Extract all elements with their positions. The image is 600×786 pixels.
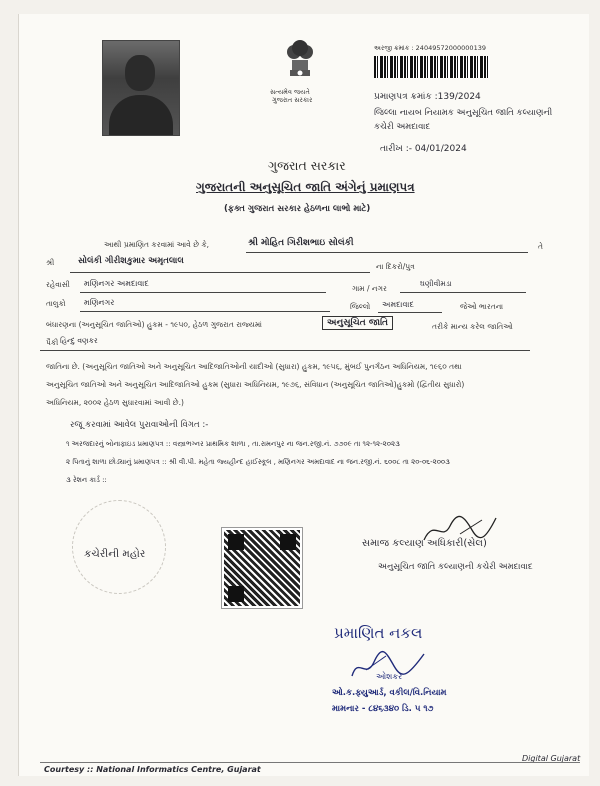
- resident-value: મણિનગર અમદાવાદ: [84, 279, 149, 288]
- stamp-line-3: મામનાર - ૮૪૬૩૪૦ ડિ. ૫ ૧૭: [332, 704, 434, 714]
- paragraph-line-3: અધિનિયમ, ૨૦૦૨ હેઠળ સુધારવામાં આવી છે.): [46, 398, 184, 407]
- issue-date: [380, 144, 467, 154]
- constitution-text: બંધારણના (અનુસૂચિત જાતિઓ) હુકમ - ૧૯૫૦, હેઠળ ગુજરાત રાજ્યમાં: [46, 320, 262, 329]
- certificate-title: ગુજરાતની અનુસૂચિત જાતિ અંગેનું પ્રમાણપત્ર: [196, 180, 415, 194]
- paragraph-line-2: અનુસૂચિત જાતિઓ અને અનુસૂચિત આદિજાતિઓ હુકમ (સુધારા અધિનિયમ, ૧૯૭૬, સંવિધાન (અનુસૂચિત જાતિઓ)હુકમો (દ્વિતીય સુધારો): [46, 380, 465, 389]
- emblem-caption-2: ગુજરાત સરકાર: [272, 96, 313, 104]
- name-underline: [246, 252, 528, 253]
- resident-underline: [80, 292, 326, 293]
- date-value: :- 04/01/2024: [405, 144, 467, 154]
- date-label: તારીખ: [380, 144, 403, 154]
- office-seal-label: કચેરીની મહોર: [84, 548, 146, 560]
- son-daughter: ના દિકરો/પુત્ર: [376, 262, 415, 271]
- taluka-value: મણિનગર: [84, 298, 115, 307]
- father-prefix: શ્રી: [46, 258, 55, 267]
- father-name: સોલંકી ગીરીશકુમાર અમૃતલાલ: [78, 256, 184, 266]
- courtesy-text: Courtesy :: National Informatics Centre, Gujarat: [44, 765, 261, 774]
- village-value: ઘણીવીમડા: [420, 279, 452, 288]
- father-underline: [70, 272, 370, 273]
- taluka-label: તાલુકો: [46, 299, 66, 308]
- digital-gujarat: Digital Gujarat: [522, 754, 581, 763]
- evidence-heading: રજૂ કરવામાં આવેલ પુરાવાઓની વિગત :-: [70, 420, 209, 430]
- caste-suffix: તરીકે માન્ય કરેલ જાતિઓ: [432, 322, 513, 331]
- district-label: જિલ્લો: [350, 302, 371, 311]
- office-seal-circle: [72, 500, 166, 594]
- stamp-line-1: ઓશકર: [376, 672, 403, 681]
- district-value: અમદાવાદ: [382, 300, 414, 309]
- barcode-number: અરજી ક્રમાંક : 24049572000000139: [374, 44, 486, 52]
- officer-office: અનુસૂચિત જાતિ કલ્યાણની કચેરી અમદાવાદ: [378, 562, 533, 572]
- community-value: હિન્દુ વણકર: [60, 336, 98, 345]
- office-line-1: જિલ્લા નાયબ નિયામક અનુસૂચિત જાતિ કલ્યાણની: [374, 108, 553, 118]
- name-suffix: તે: [538, 242, 543, 251]
- qr-code-icon: [222, 528, 302, 608]
- paragraph-line-1: જાતિના છે. (અનુસૂચિત જાતિઓ અને અનુસૂચિત આદિજાતિઓની યાદીઓ (સુધારા) હુકમ, ૧૯૫૬, મુંબઈ પુનર્ગઠન અધિનિયમ, ૧૯૬૦ તથા: [46, 362, 462, 371]
- evidence-item-2: ૨ પિતાનું શાળા છોડ્યાનું પ્રમાણપત્ર :: શ્રી વી.પી. મહેતા જ્યહીન્દ હાઈસ્કૂલ , મણિનગર અમદાવાદ ના જન.રજી.નં. ૬૦૦૮ તા ૨૦-૦૬-૨૦૦૩: [66, 458, 450, 466]
- district-underline: [378, 312, 442, 313]
- cert-number-label: પ્રમાણપત્ર ક્રમાંક: [374, 92, 432, 102]
- evidence-item-1: ૧ અરજદારનું બોનાફાઇડ પ્રમાણપત્ર :: વસ્ત્રાભગ્નર પ્રાથમિક શાળા , તા.રામનપુર ના જન.રજી.નં. ૭૭૦૯ તા ૧૨-૧૨-૨૦૨૩: [66, 440, 400, 448]
- applicant-name: શ્રી મોહિત ગિરીશભાઇ સોલંકી: [248, 238, 354, 248]
- footer-rule: [40, 762, 580, 763]
- taluka-underline: [80, 311, 330, 312]
- cert-number-value: :139/2024: [434, 92, 481, 102]
- barcode-icon: [374, 56, 490, 78]
- village-underline: [400, 292, 526, 293]
- applicant-photo: [102, 40, 180, 136]
- evidence-item-3: ૩ રેશન કાર્ડ ::: [66, 476, 107, 484]
- ashoka-emblem-icon: [272, 30, 328, 86]
- community-prefix: પૈકી: [46, 338, 59, 347]
- cert-number: [374, 92, 481, 102]
- office-line-2: કચેરી અમદાવાદ: [374, 122, 431, 132]
- village-label: ગામ / નગર: [352, 284, 387, 293]
- emblem-caption-1: સત્યમેવ જયતે: [270, 88, 310, 96]
- resident-label: રહેવાસી: [46, 280, 70, 289]
- caste-value: અનુસૂચિત જાતિ: [322, 316, 393, 330]
- community-underline: [40, 350, 530, 351]
- certify-prefix: આથી પ્રમાણિત કરવામાં આવે છે કે,: [104, 240, 210, 249]
- district-suffix: જેઓ ભારતના: [460, 302, 504, 311]
- certificate-note: (ફક્ત ગુજરાત સરકાર હેઠળના લાભો માટે): [224, 204, 371, 214]
- stamp-line-2: ઓ.ક.ફ્યુઆર્ડ, વકીલ/વિ.નિયામ: [332, 688, 447, 698]
- government-title: ગુજરાત સરકાર: [268, 158, 346, 173]
- attested-copy-label: પ્રમાણિત નકલ: [334, 624, 423, 642]
- officer-title: સમાજ કલ્યાણ અધિકારી(સેલ): [362, 538, 487, 549]
